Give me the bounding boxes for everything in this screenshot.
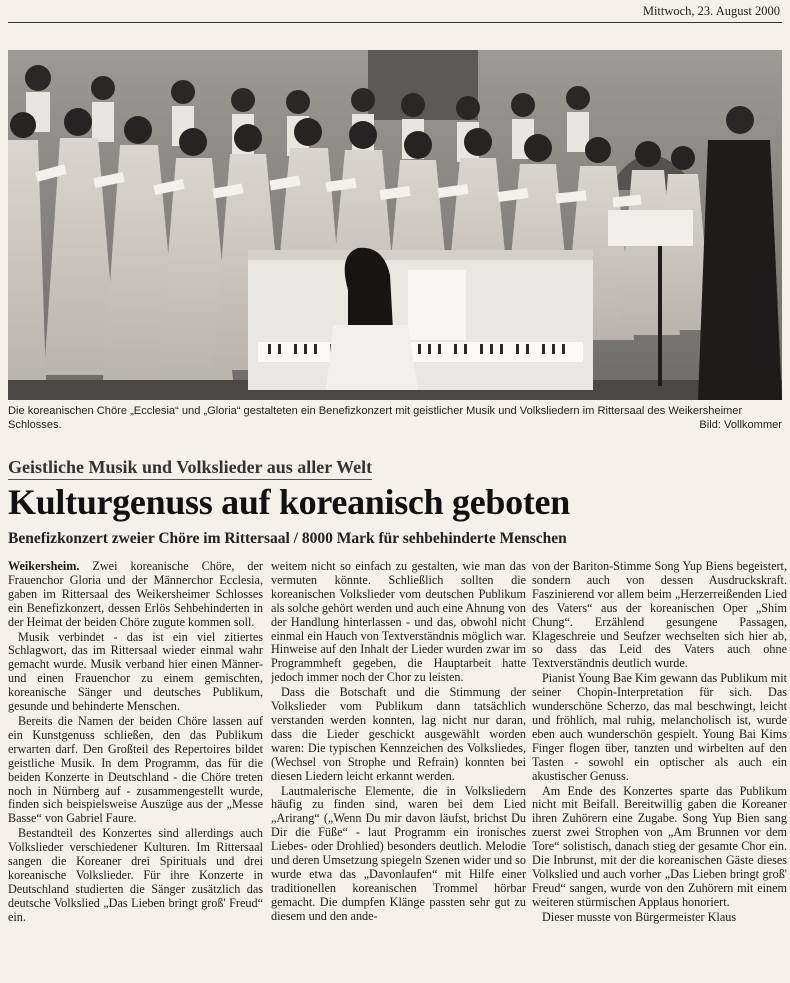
subheadline: Benefizkonzert zweier Chöre im Rittersaal / 8000 Mark für sehbehinderte Menschen bbox=[8, 530, 567, 547]
paragraph: Dieser musste von Bürgermeister Klaus bbox=[542, 909, 737, 924]
paragraph: Pianist Young Bae Kim gewann das Publikum mit seiner Chopin-Interpretation für sich. Das wunderschöne Scherzo, das mal beschwingt, leicht und fröhlich, mal ruhig, melancholisch ist, wurde eben auch wunderschön gespielt. Young Bai Kims Finger flogen über, tanzten und wirbelten auf den Tasten - sowohl ein optischer als auch ein akustischer Genuss. bbox=[532, 671, 787, 783]
paragraph: Am Ende des Konzertes sparte das Publikum nicht mit Beifall. Bereitwillig gaben die Koreaner ihren Zuhörern eine Zugabe. Song Yup Bien sang zuerst zwei Strophen von „Am Brunnen vor dem Tore“ solistisch, danach stieg der gesamte Chor ein. Die Inbrunst, mit der die koreanischen Gäste dieses Volkslied und auch vorher „Das Lieben bringt groß' Freud“ sangen, wurde von den Zuhörern mit einem weiteren stürmischen Applaus honoriert. bbox=[532, 783, 787, 909]
paragraph-text: Zwei koreanische Chöre, der Frauenchor Gloria und der Männerchor Ecclesia, gaben im Rittersaal des Weikersheimer Schlosses ein Benefizkonzert, dessen Erlös Sehbehinderten in der Heimat der beiden Chöre zugute kommen soll. bbox=[8, 560, 263, 629]
paragraph: Dass die Botschaft und die Stimmung der Volkslieder vom Publikum dann tatsächlich verstanden werden konnten, lag nicht nur daran, dass die Lieder geschickt ausgewählt worden waren: Die typischen Kennzeichen des Volksliedes, (Wechsel von Strophe und Refrain) konnten bei diesen Liedern leicht erkannt werden. bbox=[271, 685, 526, 783]
caption-text: Die koreanischen Chöre „Ecclesia“ und „Gloria“ gestalteten ein Benefizkonzert mit geistlicher Musik und Volksliedern im Rittersaal des Weikersheimer Schlosses. bbox=[8, 405, 743, 431]
paragraph: von der Bariton-Stimme Song Yup Biens begeistert, sondern auch von dessen Ausdruckskraft. Faszinierend vor allem beim „Herzerreißenden Lied des Vaters“ aus der koreanischen Oper „Shim Chung“. Erzählend gesungene Passagen, Klageschreie und Seufzer wechselten sich hier ab, so dass das Leid des Vaters auch ohne Textverständnis deutlich wurde. bbox=[532, 560, 787, 671]
photo-credit: Bild: Vollkommer bbox=[699, 419, 782, 431]
paragraph: Musik verbindet - das ist ein viel zitiertes Schlagwort, das im Rittersaal wieder einmal wahr gemacht wurde. Musik verband hier einen Männer- und einen Frauenchor zu einem gemischten, koreanische Sänger und deutsches Publikum, gesunde und behinderte Menschen. bbox=[8, 629, 263, 714]
paragraph: Bestandteil des Konzertes sind allerdings auch Volkslieder verschiedener Kulturen. Im Rittersaal sangen die Koreaner drei Spirituals und drei koreanische Volkslieder. Für ihre Konzerte in Deutschland studierten die Sänger zusätzlich das deutsche Volkslied „Das Lieben bringt groß' Freud“ ein. bbox=[8, 826, 263, 924]
paragraph: Lautmalerische Elemente, die in Volksliedern häufig zu finden sind, waren bei dem Lied „Arirang“ („Wenn Du mir davon läufst, brichst Du Dir die Füße“ - laut Programm ein ironisches Liebes- oder Drohlied) besonders deutlich. Melodie und deren Umsetzung spiegeln Szenen wider und so wurde etwa das „Davonlaufen“ mit Hilfe einer traditionellen koreanischen Trommel hörbar gemacht. Die dumpfen Klänge passten sehr gut zu diesem und den ande- bbox=[271, 783, 526, 923]
paragraph: Bereits die Namen der beiden Chöre lassen auf ein Kunstgenuss schließen, den das Publikum erwarten darf. Den Großteil des Repertoires bildet geistliche Musik. In dem Programm, das für die beiden Konzerte in Deutschland - die Chöre treten noch in Nürnberg auf - zusammengestellt wurde, finden sich beispielsweise Auszüge aus der „Messe Basse“ von Gabriel Faure. bbox=[8, 713, 263, 826]
article-column-2 bbox=[271, 560, 526, 983]
article-column-1 bbox=[8, 560, 263, 983]
article-column-3 bbox=[532, 560, 787, 983]
choir-photo bbox=[8, 50, 782, 400]
top-rule bbox=[8, 22, 782, 23]
kicker: Geistliche Musik und Volkslieder aus aller Welt bbox=[8, 457, 372, 480]
paragraph bbox=[8, 560, 263, 630]
paragraph: weitem nicht so einfach zu gestalten, wie man das vermuten könnte. Schließlich sollten die koreanischen Volkslieder vom deutschen Publikum als solche gehört werden und auch eine Ahnung von der Handlung hinterlassen - und das, obwohl nicht einmal ein Hauch von Textverständnis möglich war. Hinweise auf den Inhalt der Lieder wurden zwar im Programmheft gegeben, die Hauptarbeit hatte jedoch immer noch der Chor zu leisten. bbox=[271, 560, 526, 685]
date-line: Mittwoch, 23. August 2000 bbox=[642, 4, 780, 18]
dateline-place: Weikersheim. bbox=[8, 560, 80, 573]
photo-caption bbox=[8, 404, 782, 432]
headline: Kulturgenuss auf koreanisch geboten bbox=[8, 482, 570, 522]
